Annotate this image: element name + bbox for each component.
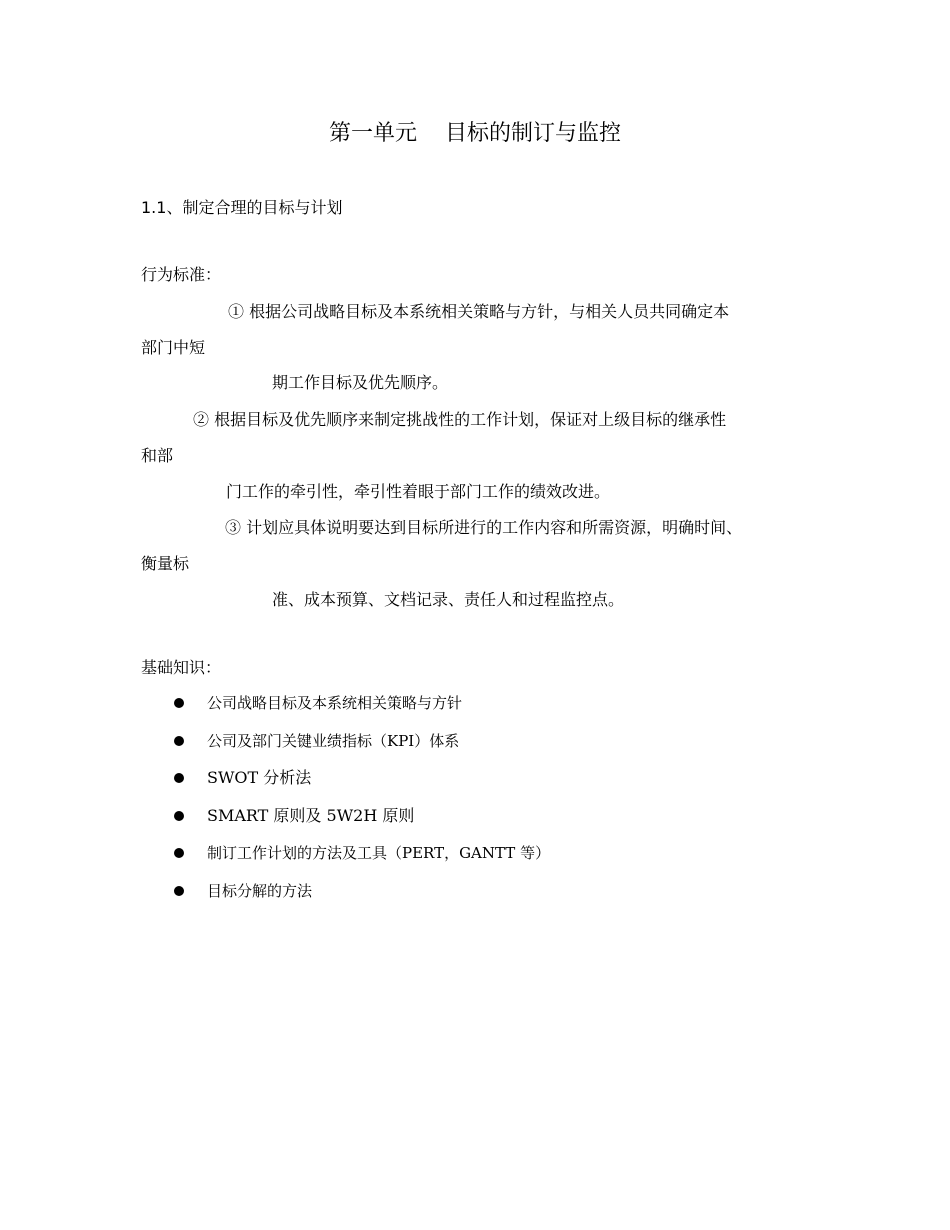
standard-item-3-line-3: 准、成本预算、文档记录、责任人和过程监控点。 bbox=[272, 590, 625, 609]
basic-knowledge-label: 基础知识： bbox=[141, 658, 222, 677]
bullet-dot-icon bbox=[174, 736, 184, 746]
list-item-text: SWOT 分析法 bbox=[207, 768, 312, 787]
behavior-standard-label: 行为标准： bbox=[141, 265, 222, 284]
bullet-dot-icon bbox=[174, 773, 184, 783]
standard-item-1-line-1: ① 根据公司战略目标及本系统相关策略与方针，与相关人员共同确定本 bbox=[228, 302, 730, 321]
list-item-text: 公司及部门关键业绩指标（KPI）体系 bbox=[207, 731, 460, 750]
standard-item-2-line-3: 门工作的牵引性，牵引性着眼于部门工作的绩效改进。 bbox=[226, 482, 611, 501]
standard-item-1-line-2: 部门中短 bbox=[141, 338, 206, 357]
standard-item-3-line-1: ③ 计划应具体说明要达到目标所进行的工作内容和所需资源，明确时间、 bbox=[225, 518, 743, 537]
standard-item-2-line-2: 和部 bbox=[141, 446, 174, 465]
page-title: 第一单元 目标的制订与监控 bbox=[329, 121, 621, 146]
standard-item-2-line-1: ② 根据目标及优先顺序来制定挑战性的工作计划，保证对上级目标的继承性 bbox=[193, 410, 727, 429]
section-heading: 1.1、制定合理的目标与计划 bbox=[141, 198, 343, 217]
bullet-dot-icon bbox=[174, 886, 184, 896]
standard-item-3-line-2: 衡量标 bbox=[141, 554, 190, 573]
bullet-dot-icon bbox=[174, 698, 184, 708]
list-item-text: 目标分解的方法 bbox=[207, 881, 313, 900]
bullet-dot-icon bbox=[174, 848, 184, 858]
list-item-text: SMART 原则及 5W2H 原则 bbox=[207, 805, 415, 825]
list-item-text: 公司战略目标及本系统相关策略与方针 bbox=[207, 694, 463, 712]
standard-item-1-line-3: 期工作目标及优先顺序。 bbox=[272, 373, 449, 392]
bullet-dot-icon bbox=[174, 811, 184, 821]
list-item-text: 制订工作计划的方法及工具（PERT，GANTT 等） bbox=[207, 844, 551, 862]
